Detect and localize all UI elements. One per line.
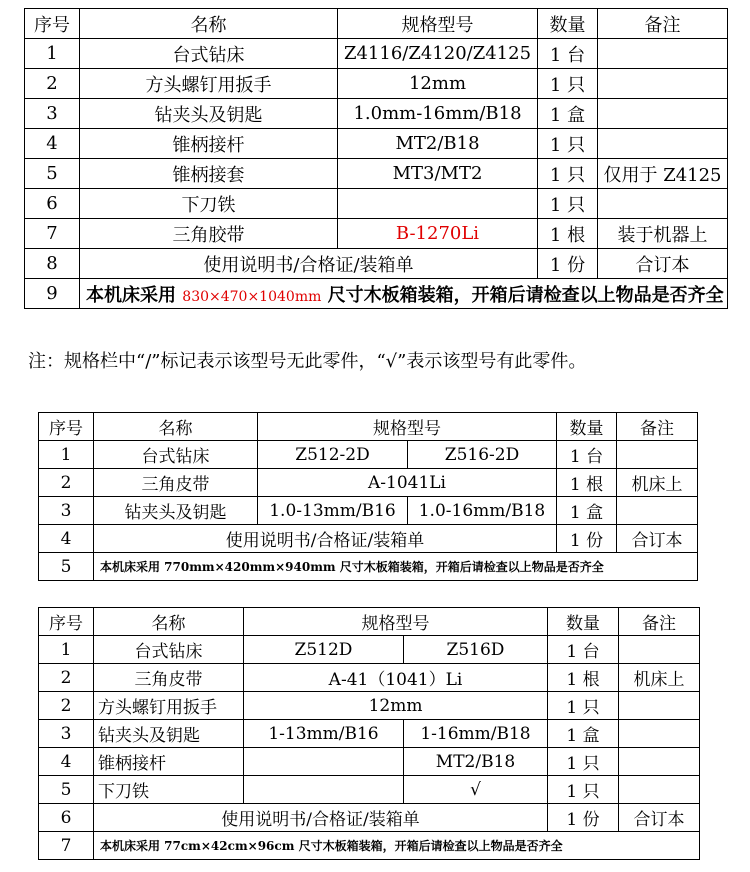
table-row [39,469,698,497]
cell-no: 7 [25,219,80,249]
cell-qty: 1 盒 [548,720,619,748]
cell-spec-a [244,748,404,776]
cell-note: 机床上 [619,664,700,692]
cell-no: 8 [25,249,80,279]
packing-box-size: 830×470×1040mm [182,288,322,305]
cell-spec: MT3/MT2 [338,159,538,189]
cell-qty: 1 只 [548,692,619,720]
table-row [39,692,700,720]
cell-documents: 使用说明书/合格证/装箱单 [80,249,538,279]
cell-no: 3 [39,497,94,525]
packing-list-table-2 [38,412,698,581]
cell-no: 2 [39,692,94,720]
table-row [39,636,700,664]
packing-note: 本机床采用 77cm×42cm×96cm 尺寸木板箱装箱，开箱后请检查以上物品是否齐全 [94,832,700,860]
header-note: 备注 [598,9,728,39]
table-row [25,219,728,249]
cell-spec: 12mm [338,69,538,99]
cell-name: 钻夹头及钥匙 [94,497,258,525]
cell-spec: 12mm [244,692,548,720]
cell-qty: 1 只 [538,159,598,189]
cell-qty: 1 只 [538,69,598,99]
cell-qty: 1 份 [557,525,617,553]
table-row [39,525,698,553]
cell-name: 钻夹头及钥匙 [94,720,244,748]
table-row [39,720,700,748]
header-no: 序号 [25,9,80,39]
header-note: 备注 [619,608,700,636]
cell-qty: 1 盒 [538,99,598,129]
cell-qty: 1 台 [538,39,598,69]
cell-qty: 1 根 [548,664,619,692]
header-note: 备注 [617,413,698,441]
cell-qty: 1 根 [538,219,598,249]
cell-note [619,748,700,776]
cell-note [598,99,728,129]
cell-no: 7 [39,832,94,860]
table-header-row [39,413,698,441]
cell-qty: 1 份 [548,804,619,832]
cell-no: 5 [25,159,80,189]
packing-note-suffix: 尺寸木板箱装箱，开箱后请检查以上物品是否齐全 [327,284,724,306]
table-row [39,664,700,692]
cell-name: 台式钻床 [94,441,258,469]
packing-note-prefix: 本机床采用 [86,284,176,306]
cell-note [617,441,698,469]
cell-spec-a: Z512D [244,636,404,664]
cell-name: 三角皮带 [94,469,258,497]
table-row [25,99,728,129]
cell-no: 5 [39,776,94,804]
packing-list-table-1 [24,8,728,309]
cell-spec-b: 1.0-16mm/B18 [408,497,557,525]
cell-note [598,129,728,159]
header-no: 序号 [39,413,94,441]
cell-spec: A-41（1041）Li [244,664,548,692]
cell-name: 下刀铁 [80,189,338,219]
cell-no: 4 [39,525,94,553]
cell-note: 合订本 [598,249,728,279]
cell-spec-b: √ [404,776,548,804]
cell-no: 5 [39,553,94,581]
packing-note-row [39,832,700,860]
cell-spec-b: MT2/B18 [404,748,548,776]
cell-qty: 1 台 [557,441,617,469]
cell-no: 2 [39,469,94,497]
cell-name: 锥柄接杆 [94,748,244,776]
packing-note: 本机床采用 770mm×420mm×940mm 尺寸木板箱装箱，开箱后请检查以上物品是否齐全 [94,553,698,581]
cell-name: 三角皮带 [94,664,244,692]
cell-note [619,776,700,804]
cell-no: 3 [39,720,94,748]
cell-name: 锥柄接套 [80,159,338,189]
cell-name: 台式钻床 [94,636,244,664]
cell-note [617,497,698,525]
table-header-row [25,9,728,39]
header-name: 名称 [94,608,244,636]
cell-spec: A-1041Li [258,469,557,497]
table-row [25,39,728,69]
cell-spec-a [244,776,404,804]
cell-qty: 1 根 [557,469,617,497]
cell-no: 4 [25,129,80,159]
table-row [39,497,698,525]
packing-note-row [39,553,698,581]
table-row [25,129,728,159]
spec-legend-note: 注：规格栏中“/”标记表示该型号无此零件，“√”表示该型号有此零件。 [28,351,587,372]
cell-spec-b: Z516-2D [408,441,557,469]
cell-note: 装于机器上 [598,219,728,249]
cell-no: 1 [39,636,94,664]
packing-note [80,279,728,309]
cell-name: 三角胶带 [80,219,338,249]
header-qty: 数量 [557,413,617,441]
table-row [39,776,700,804]
cell-name: 锥柄接杆 [80,129,338,159]
header-spec: 规格型号 [258,413,557,441]
header-name: 名称 [94,413,258,441]
cell-note [598,189,728,219]
cell-name: 钻夹头及钥匙 [80,99,338,129]
cell-spec-b: 1-16mm/B18 [404,720,548,748]
cell-note [619,720,700,748]
cell-spec-b: Z516D [404,636,548,664]
cell-note: 合订本 [617,525,698,553]
table-row [39,441,698,469]
table-row [39,748,700,776]
header-spec: 规格型号 [338,9,538,39]
cell-note: 仅用于 Z4125 [598,159,728,189]
cell-name: 方头螺钉用扳手 [80,69,338,99]
cell-spec-a: Z512-2D [258,441,408,469]
cell-no: 6 [25,189,80,219]
cell-spec: Z4116/Z4120/Z4125 [338,39,538,69]
cell-qty: 1 只 [548,748,619,776]
header-name: 名称 [80,9,338,39]
cell-name: 台式钻床 [80,39,338,69]
cell-qty: 1 只 [538,129,598,159]
cell-spec-a: 1-13mm/B16 [244,720,404,748]
cell-note [598,39,728,69]
cell-note: 机床上 [617,469,698,497]
table-row [25,159,728,189]
cell-no: 9 [25,279,80,309]
header-qty: 数量 [548,608,619,636]
cell-note [619,636,700,664]
table-row [25,69,728,99]
cell-qty: 1 盒 [557,497,617,525]
cell-note [619,692,700,720]
header-qty: 数量 [538,9,598,39]
packing-note-row [25,279,728,309]
cell-note: 合订本 [619,804,700,832]
cell-no: 4 [39,748,94,776]
cell-no: 6 [39,804,94,832]
cell-spec: 1.0mm-16mm/B18 [338,99,538,129]
cell-spec-a: 1.0-13mm/B16 [258,497,408,525]
cell-no: 1 [25,39,80,69]
cell-name: 方头螺钉用扳手 [94,692,244,720]
cell-documents: 使用说明书/合格证/装箱单 [94,804,548,832]
table-row [25,189,728,219]
cell-note [598,69,728,99]
cell-qty: 1 只 [538,189,598,219]
cell-qty: 1 台 [548,636,619,664]
cell-spec: B-1270Li [338,219,538,249]
table-header-row [39,608,700,636]
cell-name: 下刀铁 [94,776,244,804]
header-spec: 规格型号 [244,608,548,636]
cell-no: 2 [39,664,94,692]
cell-qty: 1 只 [548,776,619,804]
table-row [39,804,700,832]
cell-spec: MT2/B18 [338,129,538,159]
cell-no: 2 [25,69,80,99]
cell-no: 3 [25,99,80,129]
header-no: 序号 [39,608,94,636]
cell-no: 1 [39,441,94,469]
cell-spec [338,189,538,219]
cell-documents: 使用说明书/合格证/装箱单 [94,525,557,553]
cell-qty: 1 份 [538,249,598,279]
table-row [25,249,728,279]
packing-list-table-3 [38,607,700,860]
